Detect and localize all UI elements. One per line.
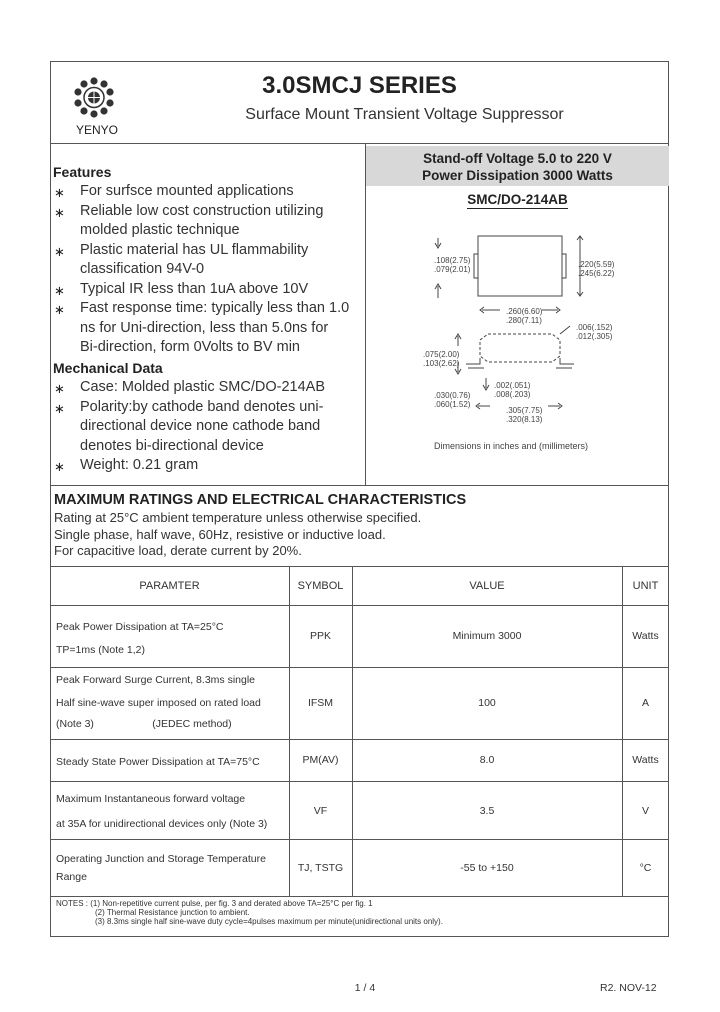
dim-body-height — [578, 260, 614, 278]
dim-value: .002(.051) — [494, 381, 531, 390]
feature-item-5-line-3: Bi-direction, form 0Volts to BV min — [80, 339, 300, 355]
table-row-4-unit: V — [641, 805, 649, 817]
table-row-2-param-b: Half sine-wave super imposed on rated load — [56, 697, 261, 709]
bullet-icon: ∗ — [54, 204, 65, 220]
table-row-3-symbol: PM(AV) — [302, 754, 339, 766]
bullet-icon: ∗ — [54, 282, 65, 298]
top-view-body — [478, 236, 562, 296]
dim-standoff — [494, 381, 530, 399]
feature-item-3-line-2: classification 94V-0 — [80, 261, 205, 277]
ratings-divider — [50, 485, 669, 486]
dim-value: .103(2.62) — [423, 359, 460, 368]
features-list — [0, 182, 365, 355]
bullet-icon: ∗ — [54, 243, 65, 259]
table-row-5-param-b: Range — [56, 871, 87, 883]
table-col-divider — [289, 566, 290, 896]
page-title: 3.0SMCJ SERIES — [262, 72, 457, 99]
dim-lead-length — [434, 391, 470, 409]
table-row-2-param-c: (Note 3) (JEDEC method) — [56, 718, 232, 730]
dim-value: .108(2.75) — [434, 256, 471, 265]
dim-value: .075(2.00) — [423, 350, 460, 359]
dim-value: .260(6.60) — [506, 307, 543, 316]
bullet-icon: ∗ — [54, 459, 65, 474]
dim-value: .320(8.13) — [506, 415, 543, 424]
package-label: SMC/DO-214AB — [467, 192, 568, 207]
note-2: (2) Thermal Resistance junction to ambient. — [95, 908, 250, 917]
feature-item-2-line-2: molded plastic technique — [80, 222, 240, 238]
dim-body-width — [506, 307, 542, 325]
dim-value: .030(0.76) — [434, 391, 471, 400]
dim-body-thickness — [423, 350, 459, 368]
table-bottom-border — [50, 896, 669, 897]
mechanical-item-2-line-3: denotes bi-directional device — [80, 437, 264, 454]
table-row-1-param-b: TP=1ms (Note 1,2) — [56, 644, 145, 656]
table-row-border — [50, 667, 669, 668]
table-row-5-symbol: TJ, TSTG — [297, 862, 344, 874]
table-row-4-param-a: Maximum Instantaneous forward voltage — [56, 793, 246, 805]
note-3: (3) 8.3ms single half sine-wave duty cycle=4pulses maximum per minute(unidirectional units only). — [95, 917, 443, 926]
rating-line-2: Single phase, half wave, 60Hz, resistive or inductive load. — [54, 527, 386, 542]
table-row-2-param-a: Peak Forward Surge Current, 8.3ms single — [56, 674, 256, 686]
table-row-3-value: 8.0 — [479, 754, 495, 766]
dimensions-caption: Dimensions in inches and (millimeters) — [434, 441, 589, 451]
mechanical-item-3-line-1: Weight: 0.21 gram — [80, 457, 199, 473]
bullet-icon: ∗ — [54, 400, 65, 416]
table-row-4-value: 3.5 — [479, 805, 495, 817]
page-subtitle: Surface Mount Transient Voltage Suppressor — [245, 106, 564, 123]
feature-item-3-line-1: Plastic material has UL flammability — [80, 241, 309, 258]
table-row-border — [50, 839, 669, 840]
ratings-heading: MAXIMUM RATINGS AND ELECTRICAL CHARACTERISTICS — [54, 492, 467, 508]
features-heading: Features — [53, 164, 112, 180]
header-unit: UNIT — [632, 580, 659, 592]
table-row-5-unit: °C — [639, 862, 652, 874]
page-number: 1 / 4 — [354, 982, 376, 994]
table-row-5-value: -55 to +150 — [460, 862, 514, 874]
table-row-3-unit: Watts — [632, 754, 659, 766]
power-dissipation: Power Dissipation 3000 Watts — [422, 168, 613, 183]
feature-item-2-line-1: Reliable low cost construction utilizing — [80, 202, 324, 219]
table-top-border — [50, 566, 669, 567]
feature-item-1-line-1: For surfsce mounted applications — [80, 183, 294, 199]
standoff-voltage: Stand-off Voltage 5.0 to 220 V — [423, 151, 612, 166]
bullet-icon: ∗ — [54, 185, 65, 200]
dim-value: .280(7.11) — [506, 316, 542, 325]
table-row-3-param: Steady State Power Dissipation at TA=75°C — [56, 756, 260, 768]
package-name — [366, 192, 669, 207]
table-row-4-param-b: at 35A for unidirectional devices only (Note 3) — [56, 818, 268, 830]
dim-overall-length — [506, 406, 542, 424]
header-divider — [50, 143, 669, 144]
mechanical-item-1-line-1: Case: Molded plastic SMC/DO-214AB — [80, 379, 325, 395]
table-row-border — [50, 605, 669, 606]
note-1: NOTES : (1) Non-repetitive current pulse, per fig. 3 and derated above TA=25°C per fig. 1 — [56, 899, 373, 908]
mechanical-heading: Mechanical Data — [53, 360, 163, 376]
spec-summary-box — [366, 146, 669, 186]
bullet-icon: ∗ — [54, 302, 65, 317]
revision: R2. NOV-12 — [600, 982, 657, 994]
table-col-divider — [622, 566, 623, 896]
table-row-border — [50, 781, 669, 782]
table-col-divider — [352, 566, 353, 896]
brand-name: YENYO — [75, 123, 118, 137]
feature-item-5-line-1: Fast response time: typically less than 1.0 — [80, 300, 350, 316]
dim-value: .220(5.59) — [578, 260, 615, 269]
dim-value: .245(6.22) — [578, 269, 615, 278]
feature-item-5-line-2: ns for Uni-direction, less than 5.0ns for — [80, 319, 329, 336]
table-row-1-symbol: PPK — [309, 630, 331, 642]
dim-value: .006(.152) — [576, 323, 613, 332]
header-value: VALUE — [469, 580, 505, 592]
rating-line-1: Rating at 25°C ambient temperature unless otherwise specified. — [54, 510, 422, 525]
dim-value: .079(2.01) — [434, 265, 471, 274]
feature-item-4-line-1: Typical IR less than 1uA above 10V — [80, 280, 309, 297]
mechanical-item-2-line-1: Polarity:by cathode band denotes uni- — [80, 398, 324, 415]
dim-value: .008(.203) — [494, 390, 531, 399]
dim-value: .305(7.75) — [506, 406, 543, 415]
table-row-2-unit: A — [641, 697, 649, 709]
table-row-1-param-a: Peak Power Dissipation at TA=25°C — [56, 621, 224, 633]
dim-lead-thickness — [576, 323, 612, 341]
mechanical-list — [0, 378, 365, 478]
rating-line-3: For capacitive load, derate current by 20%. — [54, 543, 302, 558]
header-parameter: PARAMTER — [139, 580, 200, 592]
mechanical-item-2-line-2: directional device none cathode band — [80, 418, 321, 434]
table-row-2-value: 100 — [478, 697, 496, 709]
dim-lead-width — [434, 256, 470, 274]
dim-value: .060(1.52) — [434, 400, 471, 409]
table-row-5-param-a: Operating Junction and Storage Temperature — [56, 853, 266, 865]
table-row-1-unit: Watts — [632, 630, 659, 642]
dim-value: .012(.305) — [576, 332, 613, 341]
table-row-border — [50, 739, 669, 740]
table-row-4-symbol: VF — [313, 805, 328, 817]
table-row-1-value: Minimum 3000 — [452, 630, 522, 642]
header-symbol: SYMBOL — [297, 580, 344, 592]
bullet-icon: ∗ — [54, 381, 65, 396]
table-row-2-symbol: IFSM — [307, 697, 334, 709]
